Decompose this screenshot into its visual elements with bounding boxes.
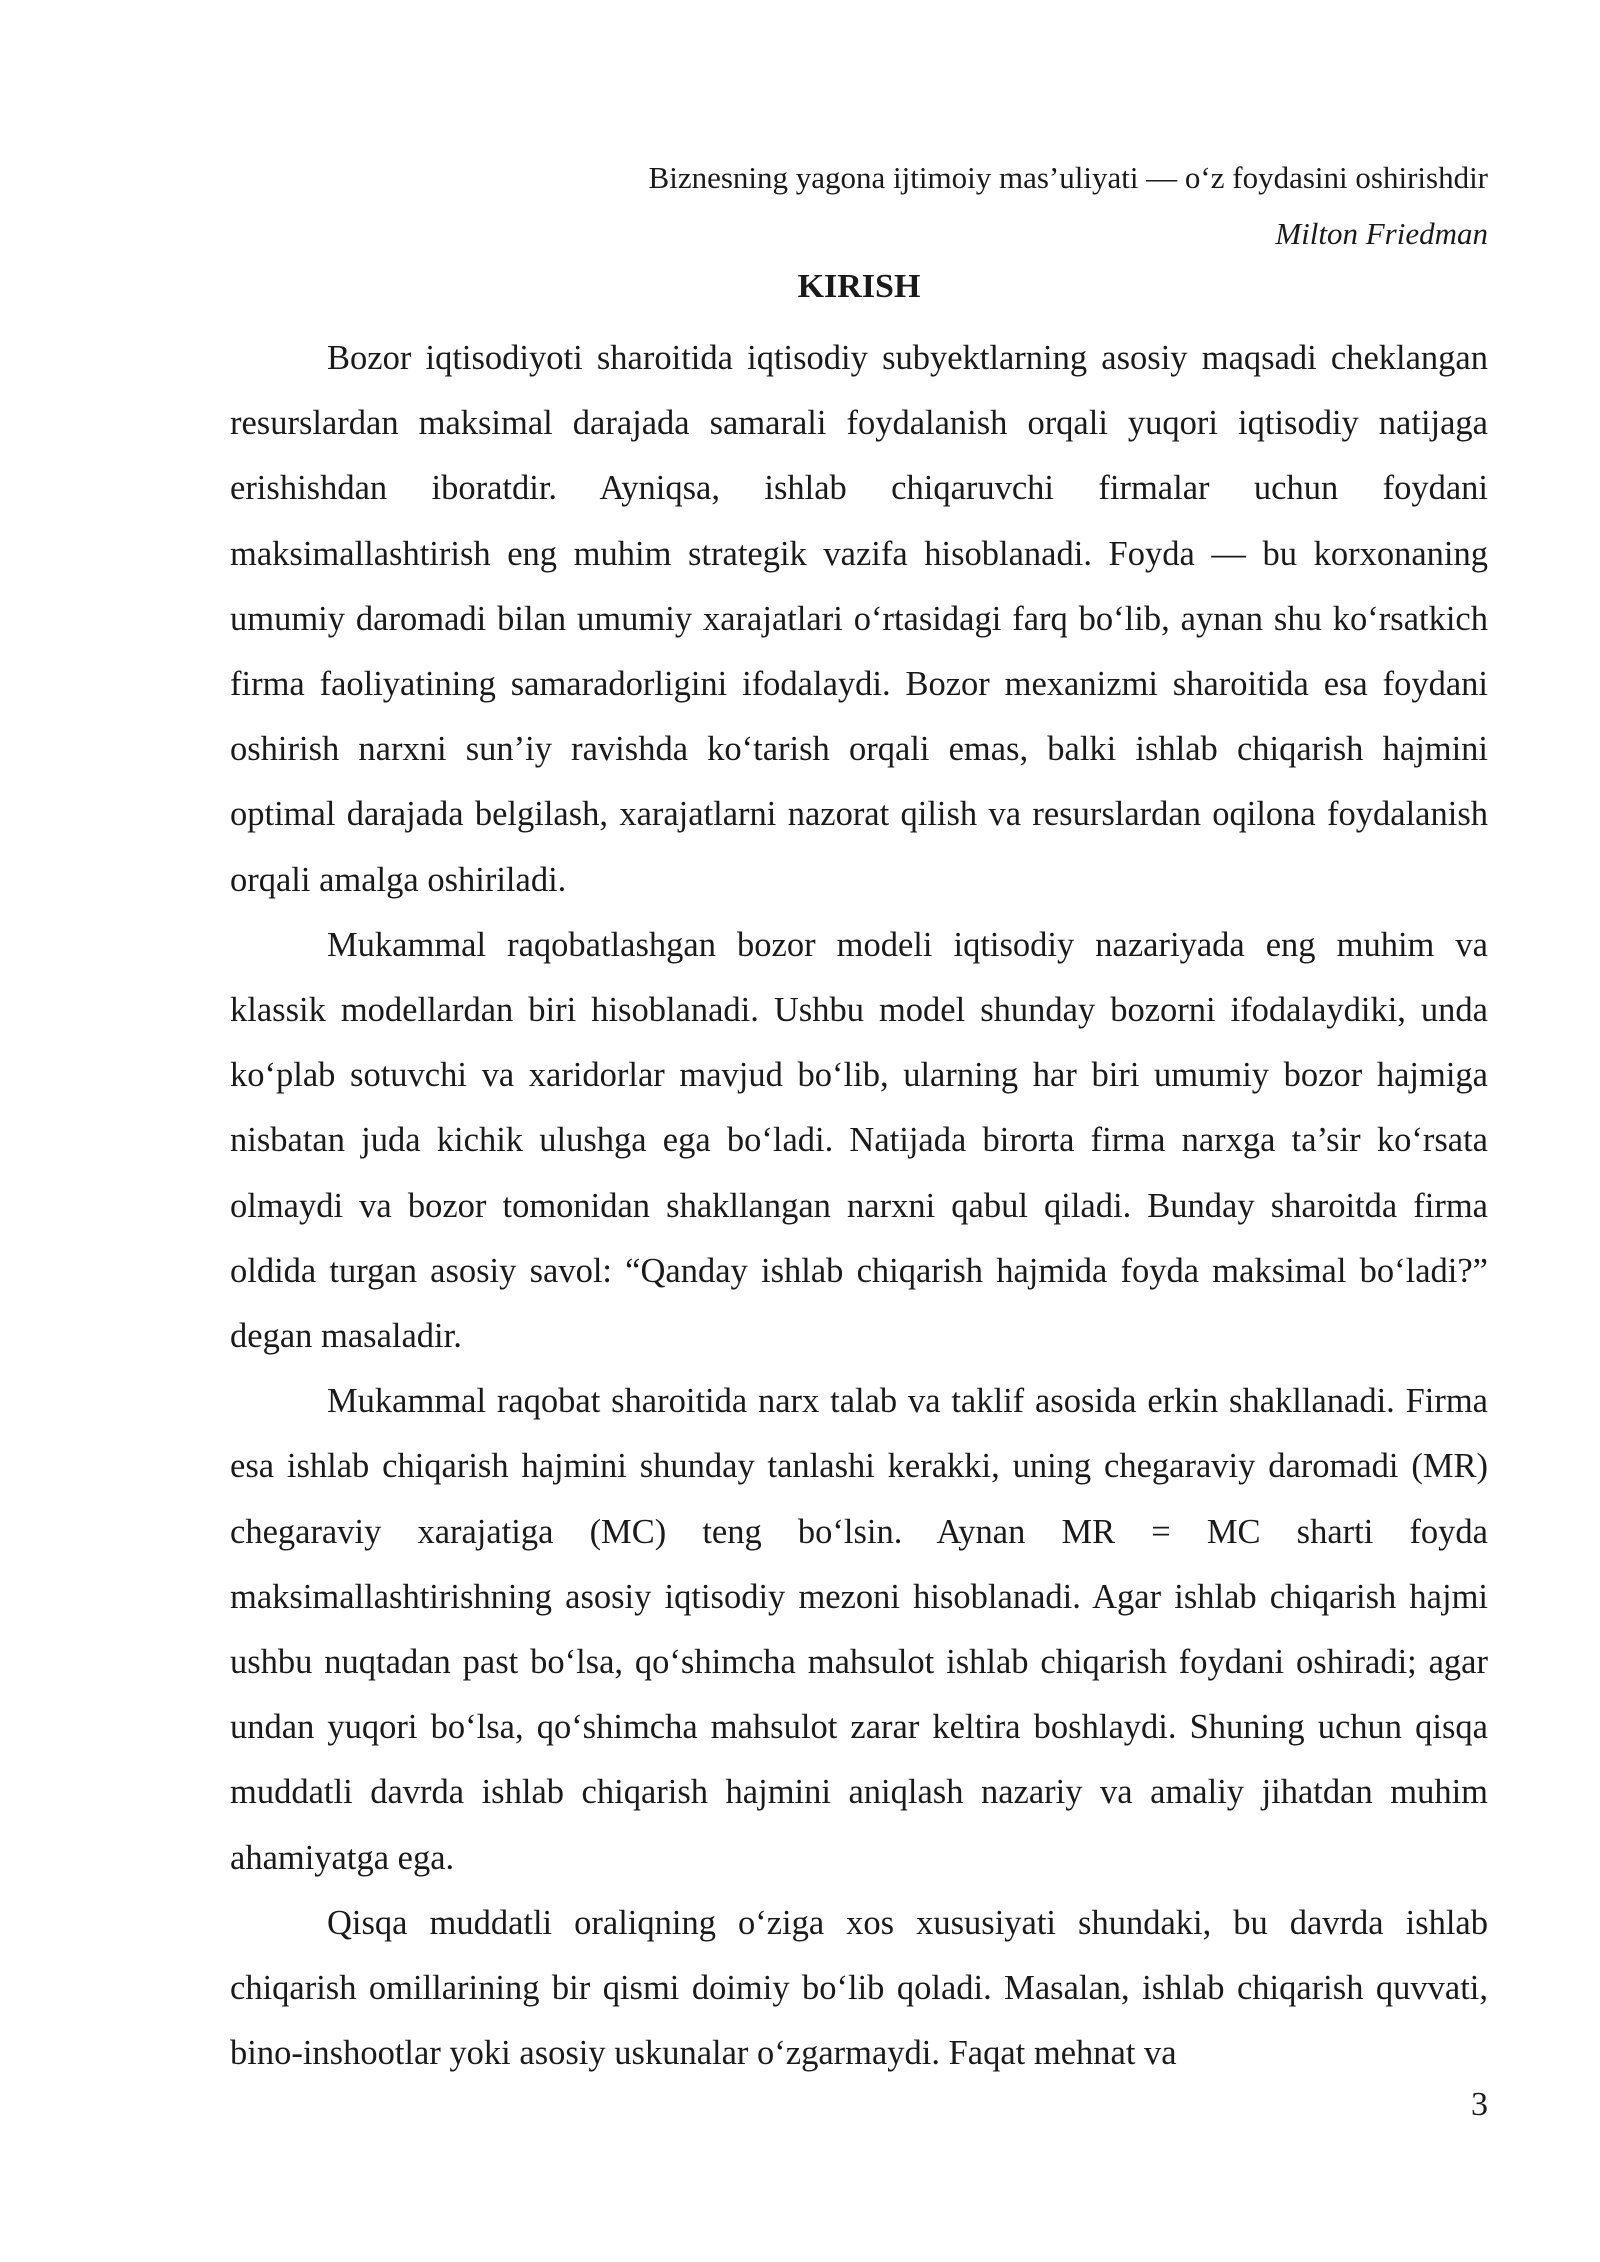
epigraph-quote: Biznesning yagona ijtimoiy mas’uliyati — o‘z foydasini oshirishdir (648, 160, 1488, 195)
epigraph-author: Milton Friedman (1275, 216, 1488, 251)
paragraph-2: Mukammal raqobatlashgan bozor modeli iqtisodiy nazariyada eng muhim va klassik modellardan biri hisoblanadi. Ushbu model shunday bozorni ifodalaydiki, unda ko‘plab sotuvchi va xaridorlar mavjud bo‘lib, ularning har biri umumiy bozor hajmiga nisbatan juda kichik ulushga ega bo‘ladi. Natijada birorta firma narxga ta’sir ko‘rsata olmaydi va bozor tomonidan shakllangan narxni qabul qiladi. Bunday sharoitda firma oldida turgan asosiy savol: “Qanday ishlab chiqarish hajmida foyda maksimal bo‘ladi?” degan masaladir. (230, 925, 1488, 1356)
body-text (230, 326, 1488, 2086)
paragraph-1: Bozor iqtisodiyoti sharoitida iqtisodiy subyektlarning asosiy maqsadi cheklangan resurslardan maksimal darajada samarali foydalanish orqali yuqori iqtisodiy natijaga erishishdan iboratdir. Ayniqsa, ishlab chiqaruvchi firmalar uchun foydani maksimallashtirish eng muhim strategik vazifa hisoblanadi. Foyda — bu korxonaning umumiy daromadi bilan umumiy xarajatlari o‘rtasidagi farq bo‘lib, aynan shu ko‘rsatkich firma faoliyatining samaradorligini ifodalaydi. Bozor mexanizmi sharoitida esa foydani oshirish narxni sun’iy ravishda ko‘tarish orqali emas, balki ishlab chiqarish hajmini optimal darajada belgilash, xarajatlarni nazorat qilish va resurslardan oqilona foydalanish orqali amalga oshiriladi. (230, 339, 1488, 899)
paragraph-4: Qisqa muddatli oraliqning o‘ziga xos xususiyati shundaki, bu davrda ishlab chiqarish omillarining bir qismi doimiy bo‘lib qoladi. Masalan, ishlab chiqarish quvvati, bino-inshootlar yoki asosiy uskunalar o‘zgarmaydi. Faqat mehnat va (230, 1903, 1488, 2073)
document-page (230, 0, 1488, 2262)
epigraph (230, 150, 1488, 262)
section-heading: KIRISH (797, 268, 921, 305)
paragraph-3: Mukammal raqobat sharoitida narx talab va taklif asosida erkin shakllanadi. Firma esa ishlab chiqarish hajmini shunday tanlashi kerakki, uning chegaraviy daromadi (MR) chegaraviy xarajatiga (MC) teng bo‘lsin. Aynan MR = MC sharti foyda maksimallashtirishning asosiy iqtisodiy mezoni hisoblanadi. Agar ishlab chiqarish hajmi ushbu nuqtadan past bo‘lsa, qo‘shimcha mahsulot ishlab chiqarish foydani oshiradi; agar undan yuqori bo‘lsa, qo‘shimcha mahsulot zarar keltira boshlaydi. Shuning uchun qisqa muddatli davrda ishlab chiqarish hajmini aniqlash nazariy va amaliy jihatdan muhim ahamiyatga ega. (230, 1382, 1488, 1877)
page-number: 3 (1471, 2086, 1488, 2123)
